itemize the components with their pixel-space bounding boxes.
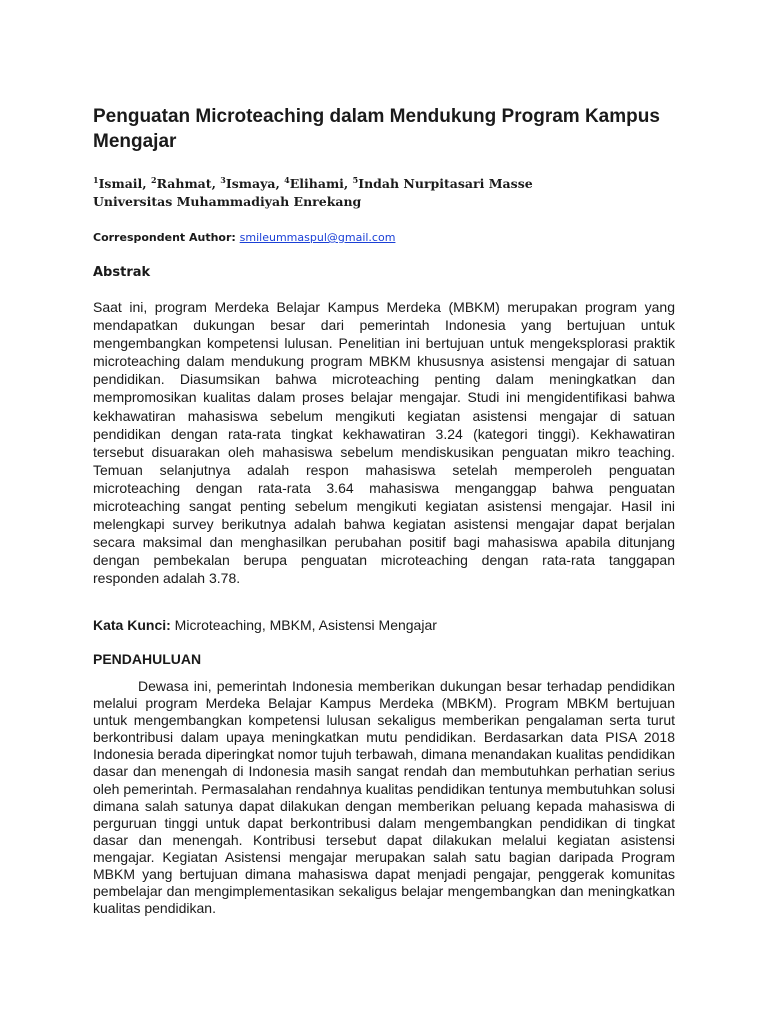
author-number: 1 [93,174,99,185]
correspondent-email-link[interactable]: smileummaspul@gmail.com [239,231,396,244]
author-number: 5 [352,174,359,185]
author-name: Ismaya [225,176,276,191]
abstract-heading: Abstrak [93,265,151,280]
intro-paragraph: Dewasa ini, pemerintah Indonesia memberikan dukungan besar terhadap pendidikan melalui program Merdeka Belajar Kampus Merdeka (MBKM). Program MBKM bertujuan untuk mengembangkan kompetensi lulusan sekaligus memberikan pengalaman serta turut berkontribusi dalam upaya meningkatkan mutu pendidikan. Berdasarkan data PISA 2018 Indonesia berada diperingkat nomor tujuh terbawah, dimana menandakan kualitas pendidikan dasar dan menengah di Indonesia masih sangat rendah dan membutuhkan perhatian serius oleh pemerintah. Permasalahan rendahnya kualitas pendidikan tentunya membutuhkan solusi dimana salah satunya dapat dilakukan dengan memberikan peluang kepada mahasiswa di perguruan tinggi untuk dapat berkontribusi dalam mengembangkan pendidikan di tingkat dasar dan menengah. Kontribusi tersebut dapat dilakukan melalui kegiatan asistensi mengajar. Kegiatan Asistensi mengajar merupakan salah satu bagian daripada Program MBKM yang bertujuan dimana mahasiswa dapat menjadi pengajar, penggerak komunitas pembelajar dan mengimplementasikan sekaligus belajar mengembangkan dan meningkatkan kualitas pendidikan. [93,678,675,917]
author-name: Rahmat [156,176,212,191]
paper-title: Penguatan Microteaching dalam Mendukung Program Kampus Mengajar [93,106,660,152]
keywords-label: Kata Kunci: [93,617,171,633]
author-number: 4 [284,174,290,185]
author-name: Indah Nurpitasari Masse [358,176,533,191]
author-name: Elihami [289,176,344,191]
keywords-line [93,616,675,634]
author-list: $^1$Ismail, $^2$Rahmat, $^3$Ismaya, $^4$Elihami, $^5$Indah Nurpitasari Masse [93,174,533,191]
affiliation: Universitas Muhammadiyah Enrekang [93,194,362,209]
correspondent-line [93,230,693,246]
section-heading: PENDAHULUAN [93,651,202,667]
author-name: Ismail [98,176,143,191]
correspondent-label: Correspondent Author: [93,231,236,244]
author-number: 3 [220,174,226,185]
author-number: 2 [151,174,157,185]
keywords-text: Microteaching, MBKM, Asistensi Mengajar [170,617,437,633]
abstract-text: Saat ini, program Merdeka Belajar Kampus Merdeka (MBKM) merupakan program yang mendapatkan dukungan besar dari pemerintah Indonesia yang bertujuan untuk mengembangkan kompetensi lulusan. Penelitian ini bertujuan untuk mengeksplorasi praktik microteaching dalam mendukung program MBKM khususnya asistensi mengajar di satuan pendidikan. Diasumsikan bahwa microteaching penting dalam meningkatkan dan mempromosikan kualitas dalam proses belajar mengajar. Studi ini mengidentifikasi bahwa kekhawatiran mahasiswa sebelum mengikuti kegiatan asistensi mengajar di satuan pendidikan dengan rata-rata tingkat kekhawatiran 3.24 (kategori tinggi). Kekhawatiran tersebut disuarakan oleh mahasiswa sebelum mendiskusikan penguatan mikro teaching. Temuan selanjutnya adalah respon mahasiswa setelah memperoleh penguatan microteaching dengan rata-rata 3.64 mahasiswa menganggap bahwa penguatan microteaching sangat penting sebelum mengikuti kegiatan asistensi mengajar. Hasil ini melengkapi survey berikutnya adalah bahwa kegiatan asistensi mengajar dapat berjalan secara maksimal dan menghasilkan perubahan positif bagi mahasiswa apabila ditunjang dengan pembekalan berupa penguatan microteaching dengan rata-rata tanggapan responden adalah 3.78. [93,299,675,587]
